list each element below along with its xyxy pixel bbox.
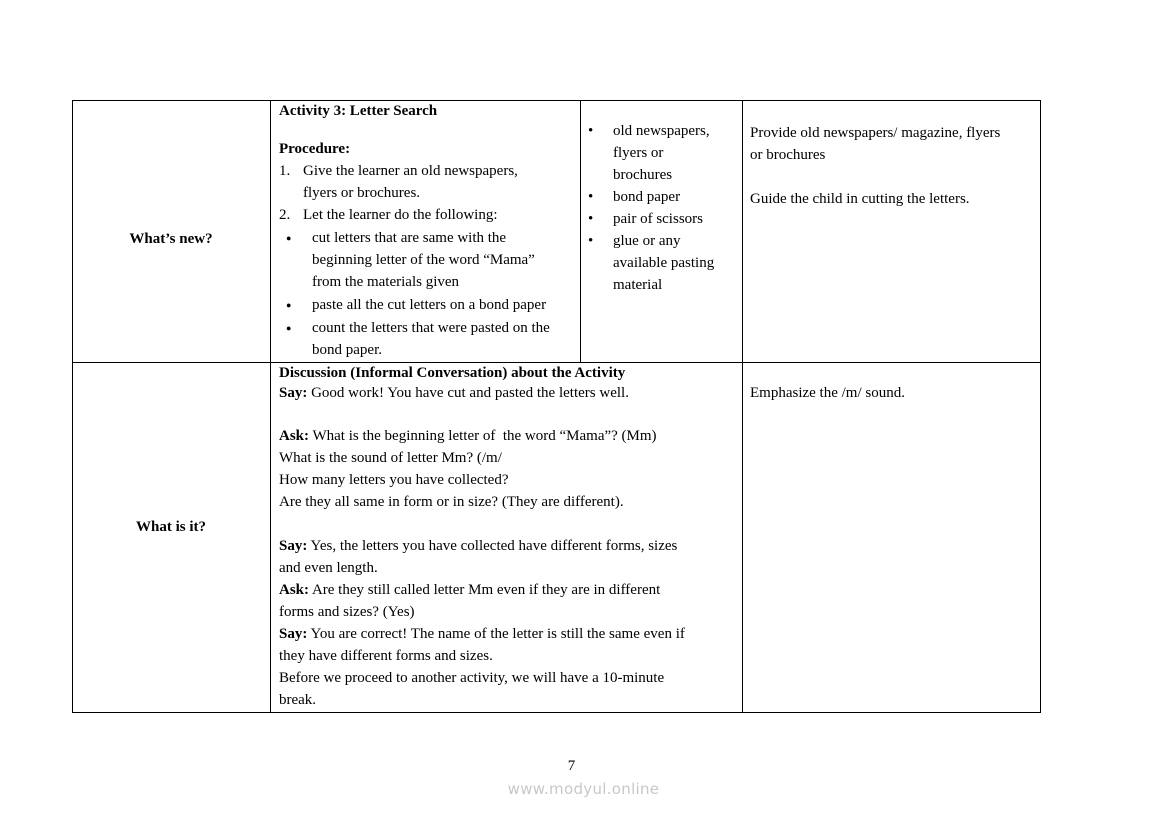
procedure-label: Procedure: xyxy=(279,141,351,157)
activity-cell xyxy=(279,100,577,361)
material-line: glue or any xyxy=(613,233,681,249)
ask-line xyxy=(279,425,739,447)
procedure-step-1 xyxy=(279,160,577,182)
step-text: Give the learner an old newspapers, xyxy=(303,163,518,179)
ask-text: Are they still called letter Mm even if they are in different xyxy=(309,582,661,598)
discussion-title: Discussion (Informal Conversation) about the Activity xyxy=(279,365,626,381)
material-line: pair of scissors xyxy=(613,211,703,227)
say-label: Say: xyxy=(279,385,308,401)
sub-item xyxy=(279,227,577,293)
say-text-cont: and even length. xyxy=(279,560,378,576)
materials-cell xyxy=(588,120,740,296)
material-line: available pasting xyxy=(613,255,715,271)
sub-item-line: beginning letter of the word “Mama” xyxy=(312,252,535,268)
sub-item-line: from the materials given xyxy=(312,274,460,290)
say-text-cont: they have different forms and sizes. xyxy=(279,648,493,664)
bullet-icon: • xyxy=(588,211,594,227)
step-text-cont: flyers or brochures. xyxy=(303,185,421,201)
say-line xyxy=(279,383,739,403)
step-text: Let the learner do the following: xyxy=(303,207,498,223)
sub-item-line: bond paper. xyxy=(312,342,382,358)
say-label: Say: xyxy=(279,626,308,642)
material-item xyxy=(588,120,740,186)
notes-cell-2 xyxy=(750,382,1038,404)
ask-label: Ask: xyxy=(279,428,310,444)
say-text: Yes, the letters you have collected have different forms, sizes xyxy=(307,538,678,554)
material-item xyxy=(588,186,740,208)
discussion-cell xyxy=(279,363,739,711)
say-text: You are correct! The name of the letter is still the same even if xyxy=(307,626,685,642)
table-border-bottom xyxy=(72,712,1041,713)
note-line: Emphasize the /m/ sound. xyxy=(750,385,905,401)
material-item xyxy=(588,230,740,296)
row-label-what-is-it: What is it? xyxy=(135,519,206,535)
bullet-icon: • xyxy=(588,123,594,139)
say-line xyxy=(279,623,739,645)
ask-label: Ask: xyxy=(279,582,310,598)
sub-item-line: paste all the cut letters on a bond paper xyxy=(312,297,547,313)
row-label-whats-new: What’s new? xyxy=(129,231,213,247)
closing-line: break. xyxy=(279,692,317,708)
closing-line: Before we proceed to another activity, we will have a 10-minute xyxy=(279,670,665,686)
note-line: Guide the child in cutting the letters. xyxy=(750,191,970,207)
say-text: Good work! You have cut and pasted the letters well. xyxy=(307,385,629,401)
page-number: 7 xyxy=(567,758,576,774)
table-border-right xyxy=(1040,100,1041,713)
material-line: material xyxy=(613,277,663,293)
activity-title: Activity 3: Letter Search xyxy=(279,103,438,119)
ask-text: What is the beginning letter of the word “Mama”? (Mm) xyxy=(309,428,657,444)
watermark: www.modyul.online xyxy=(507,780,660,798)
material-line: bond paper xyxy=(613,189,681,205)
ask-text-cont: forms and sizes? (Yes) xyxy=(279,604,415,620)
step-number: 1. xyxy=(279,163,291,179)
say-line xyxy=(279,535,739,557)
col-divider-2 xyxy=(580,100,581,362)
sub-item-line: cut letters that are same with the xyxy=(312,230,507,246)
procedure-step-2 xyxy=(279,204,577,226)
col-divider-1 xyxy=(270,100,271,713)
question-line: How many letters you have collected? xyxy=(279,472,509,488)
col-divider-3 xyxy=(742,100,743,713)
material-item xyxy=(588,208,740,230)
step-number: 2. xyxy=(279,207,291,223)
material-line: flyers or xyxy=(613,145,664,161)
sub-item-line: count the letters that were pasted on the xyxy=(312,320,550,336)
bullet-icon: ● xyxy=(286,323,292,333)
table-border-left xyxy=(72,100,73,713)
bullet-icon: • xyxy=(588,233,594,249)
say-label: Say: xyxy=(279,538,308,554)
bullet-icon: • xyxy=(588,189,594,205)
note-line: or brochures xyxy=(750,147,826,163)
sub-item xyxy=(279,317,577,361)
material-line: brochures xyxy=(613,167,673,183)
bullet-icon: ● xyxy=(286,233,292,243)
note-line: Provide old newspapers/ magazine, flyers xyxy=(750,125,1001,141)
material-line: old newspapers, xyxy=(613,123,710,139)
bullet-icon: ● xyxy=(286,300,292,310)
question-line: Are they all same in form or in size? (They are different). xyxy=(279,494,624,510)
ask-line xyxy=(279,579,739,601)
question-line: What is the sound of letter Mm? (/m/ xyxy=(279,450,502,466)
notes-cell xyxy=(750,122,1038,210)
sub-item xyxy=(279,294,577,316)
